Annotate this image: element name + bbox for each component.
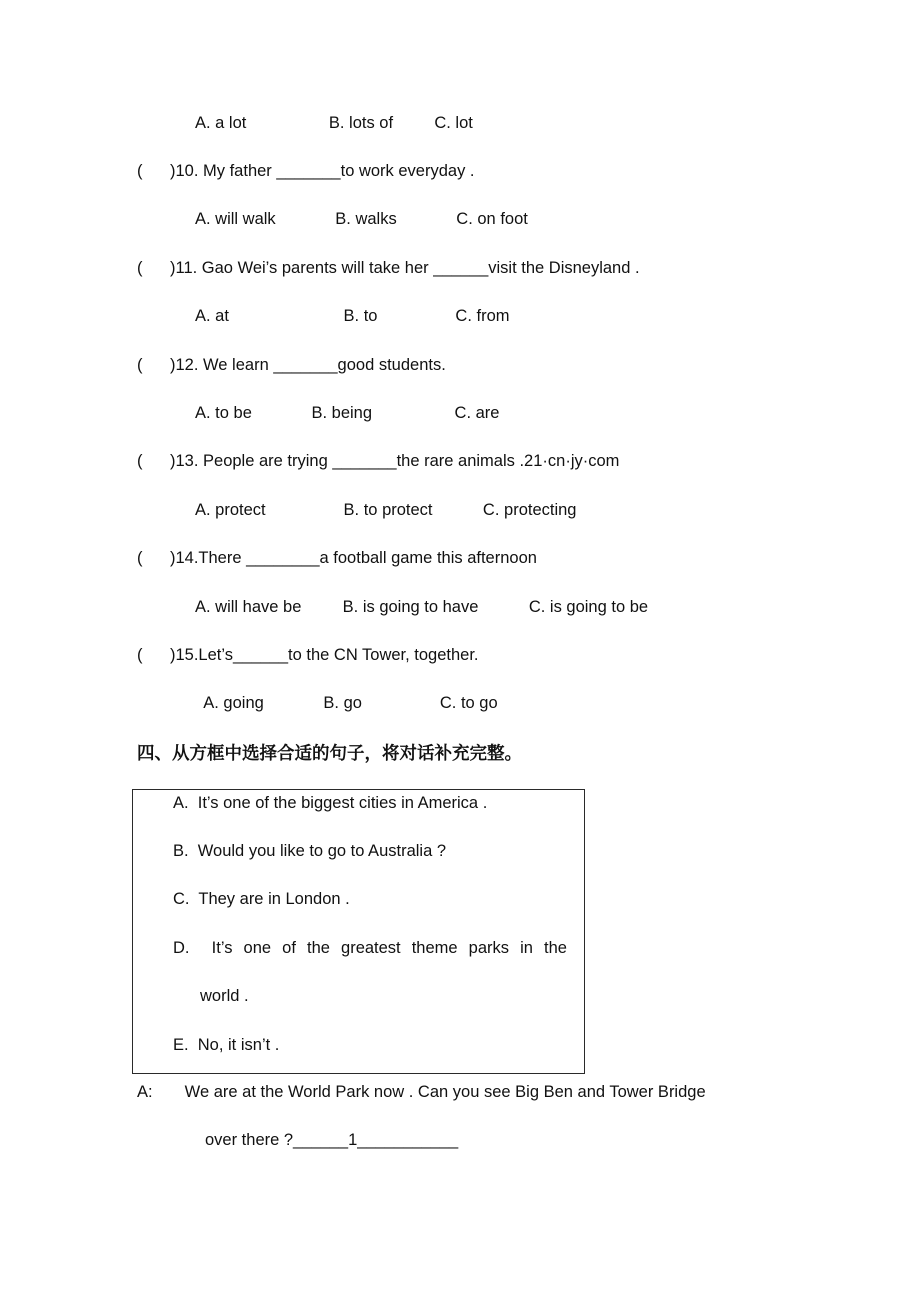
box-option-d-continuation — [173, 973, 574, 1021]
question-13-text: ( )13. People are trying _______the rare animals .21·cn·jy·com — [137, 452, 620, 471]
box-option-e-text: E. No, it isn’t . — [173, 1035, 280, 1054]
box-option-b-text: B. Would you like to go to Australia ? — [173, 842, 447, 861]
question-11-text: ( )11. Gao Wei’s parents will take her ______visit the Disneyland . — [137, 258, 640, 277]
box-option-a-text: A. It’s one of the biggest cities in America . — [173, 793, 488, 812]
options-line-15 — [0, 680, 920, 728]
options-12-text: A. to be B. being C. are — [195, 404, 500, 423]
question-15-text: ( )15.Let’s______to the CN Tower, together. — [137, 645, 479, 664]
dialogue-line-a-text: A: We are at the World Park now . Can you see Big Ben and Tower Bridge — [137, 1082, 706, 1101]
box-option-c-text: C. They are in London . — [173, 890, 350, 909]
box-option-a — [173, 779, 574, 827]
options-line-12 — [0, 389, 920, 437]
options-line-11 — [0, 293, 920, 341]
options-11-text: A. at B. to C. from — [195, 307, 510, 326]
answer-choices-box — [132, 789, 585, 1074]
question-line-13 — [0, 438, 920, 486]
options-13-text: A. protect B. to protect C. protecting — [195, 500, 577, 519]
question-12-text: ( )12. We learn _______good students. — [137, 355, 446, 374]
section-four-heading — [0, 728, 920, 776]
options-line-14 — [0, 583, 920, 631]
question-line-15 — [0, 631, 920, 679]
box-option-b — [173, 827, 574, 875]
section-four-heading-text: 四、从方框中选择合适的句子，将对话补充完整。 — [137, 742, 522, 763]
question-line-14 — [0, 535, 920, 583]
options-15-text: A. going B. go C. to go — [195, 694, 498, 713]
question-14-text: ( )14.There ________a football game this afternoon — [137, 549, 537, 568]
options-line-13 — [0, 486, 920, 534]
dialogue-line-a-continuation — [0, 1116, 920, 1164]
box-option-e — [173, 1021, 574, 1069]
box-option-d — [173, 924, 574, 972]
question-line-11 — [0, 244, 920, 292]
box-option-d-continuation-text: world . — [200, 987, 249, 1006]
options-14-text: A. will have be B. is going to have C. is going to be — [195, 597, 649, 616]
question-line-12 — [0, 341, 920, 389]
question-10-text: ( )10. My father _______to work everyday . — [137, 162, 475, 181]
dialogue-line-a — [0, 1068, 920, 1116]
dialogue-line-a-continuation-text: over there ?______1___________ — [205, 1131, 459, 1150]
box-option-c — [173, 876, 574, 924]
options-9-text: A. a lot B. lots of C. lot — [195, 113, 473, 132]
options-line-10 — [0, 196, 920, 244]
options-line-9 — [0, 99, 920, 147]
box-option-d-text: D. It’s one of the greatest theme parks in the — [173, 938, 567, 957]
question-line-10 — [0, 147, 920, 195]
options-10-text: A. will walk B. walks C. on foot — [195, 210, 528, 229]
